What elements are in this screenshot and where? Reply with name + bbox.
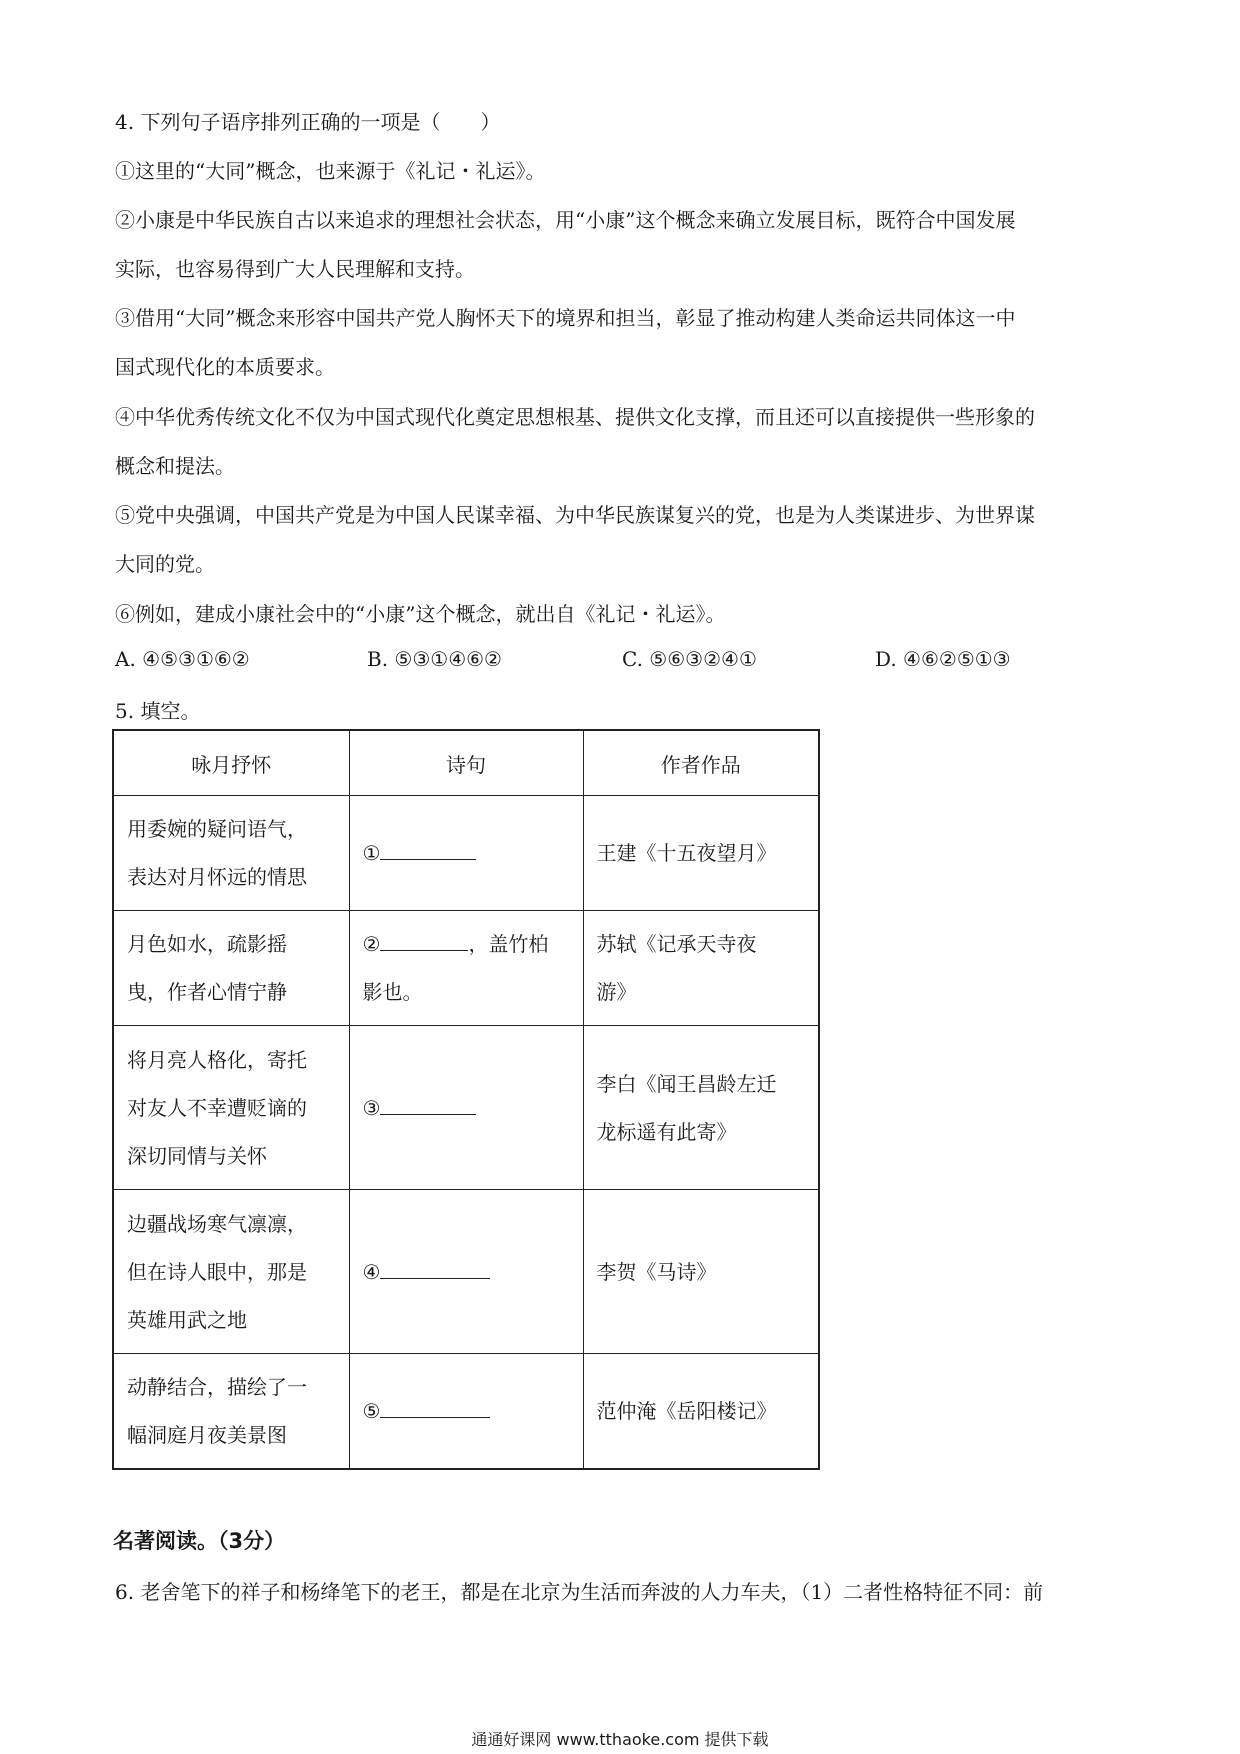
blank-number: ⑤	[362, 1398, 381, 1423]
q4-item-3: ③借用“大同”概念来形容中国共产党人胸怀天下的境界和担当，彰显了推动构建人类命运共同体这一中	[115, 306, 1016, 330]
desc-cell	[113, 796, 349, 911]
desc-line: 但在诗人眼中，那是	[127, 1259, 307, 1284]
q4-item-4: ④中华优秀传统文化不仅为中国式现代化奠定思想根基、提供文化支撑，而且还可以直接提供一些形象的	[115, 405, 1035, 429]
blank-cell	[349, 1354, 583, 1469]
work-cell	[583, 911, 819, 1026]
work-cell	[583, 796, 819, 911]
work-cell	[583, 1026, 819, 1190]
desc-cell	[113, 1190, 349, 1354]
blank-number: ④	[362, 1259, 381, 1284]
table-row	[113, 796, 819, 911]
section-heading: 名著阅读。（3分）	[113, 1529, 286, 1553]
desc-cell	[113, 911, 349, 1026]
q4-item-1: ①这里的“大同”概念，也来源于《礼记・礼运》。	[115, 159, 546, 183]
work-line: 范仲淹《岳阳楼记》	[596, 1398, 777, 1423]
table-header-row	[113, 730, 819, 796]
answer-blank-1[interactable]	[380, 841, 476, 860]
desc-line: 对友人不幸遭贬谪的	[127, 1095, 307, 1120]
answer-blank-2[interactable]	[380, 932, 468, 951]
q4-option-a: A. ④⑤③①⑥②	[115, 647, 250, 671]
desc-line: 将月亮人格化，寄托	[127, 1047, 307, 1072]
q4-option-d: D. ④⑥②⑤①③	[875, 647, 1011, 671]
work-cell	[583, 1354, 819, 1469]
q4-item-6: ⑥例如，建成小康社会中的“小康”这个概念，就出自《礼记・礼运》。	[115, 602, 726, 626]
desc-line: 深切同情与关怀	[127, 1143, 267, 1168]
table-header: 咏月抒怀	[113, 730, 349, 796]
desc-line: 表达对月怀远的情思	[127, 865, 307, 889]
answer-blank-3[interactable]	[380, 1096, 476, 1115]
blank-number: ③	[362, 1095, 381, 1120]
table-header: 诗句	[349, 730, 583, 796]
desc-line: 边疆战场寒气凛凛，	[127, 1211, 307, 1236]
answer-blank-4[interactable]	[380, 1260, 490, 1279]
desc-line: 幅洞庭月夜美景图	[127, 1422, 287, 1447]
desc-cell	[113, 1026, 349, 1190]
blank-cell	[349, 796, 583, 911]
desc-line: 曳，作者心情宁静	[127, 980, 287, 1004]
poem-fragment-cont: 影也。	[362, 980, 423, 1004]
q5-stem: 5. 填空。	[115, 699, 201, 723]
answer-blank-5[interactable]	[380, 1399, 490, 1418]
q4-item-5-cont: 大同的党。	[115, 552, 215, 576]
q4-option-b: B. ⑤③①④⑥②	[367, 647, 502, 671]
blank-cell	[349, 1190, 583, 1354]
q4-item-3-cont: 国式现代化的本质要求。	[115, 355, 335, 379]
q4-item-2: ②小康是中华民族自古以来追求的理想社会状态，用“小康”这个概念来确立发展目标，既符合中国发展	[115, 208, 1016, 232]
blank-number: ①	[362, 841, 381, 865]
work-line: 龙标遥有此寄》	[596, 1119, 737, 1144]
work-line: 苏轼《记承天寺夜	[596, 932, 757, 956]
q4-option-c: C. ⑤⑥③②④①	[622, 647, 757, 671]
desc-cell	[113, 1354, 349, 1469]
blank-cell	[349, 911, 583, 1026]
work-line: 李白《闻王昌龄左迁	[596, 1071, 777, 1096]
q4-item-5: ⑤党中央强调，中国共产党是为中国人民谋幸福、为中华民族谋复兴的党，也是为人类谋进步、为世界谋	[115, 503, 1035, 527]
poem-fragment: ，盖竹柏	[468, 932, 549, 956]
desc-line: 用委婉的疑问语气，	[127, 817, 307, 841]
desc-line: 英雄用武之地	[127, 1307, 247, 1332]
work-line: 游》	[596, 980, 637, 1004]
table-row	[113, 1354, 819, 1469]
table-row	[113, 1190, 819, 1354]
blank-number: ②	[362, 932, 381, 956]
desc-line: 月色如水，疏影摇	[127, 932, 287, 956]
q4-item-2-cont: 实际，也容易得到广大人民理解和支持。	[115, 257, 475, 281]
table-row	[113, 911, 819, 1026]
q4-stem: 4. 下列句子语序排列正确的一项是（ ）	[115, 110, 501, 134]
blank-cell	[349, 1026, 583, 1190]
work-line: 王建《十五夜望月》	[596, 841, 777, 865]
work-line: 李贺《马诗》	[596, 1259, 717, 1284]
table-header: 作者作品	[583, 730, 819, 796]
desc-line: 动静结合，描绘了一	[127, 1374, 307, 1399]
work-cell	[583, 1190, 819, 1354]
page-footer: 通通好课网 www.tthaoke.com 提供下载	[471, 1730, 769, 1749]
q4-item-4-cont: 概念和提法。	[115, 454, 235, 478]
q6-stem: 6. 老舍笔下的祥子和杨绛笔下的老王，都是在北京为生活而奔波的人力车夫，（1）二者性格特征不同：前	[115, 1580, 1044, 1604]
fill-in-table	[112, 729, 820, 1470]
table-row	[113, 1026, 819, 1190]
